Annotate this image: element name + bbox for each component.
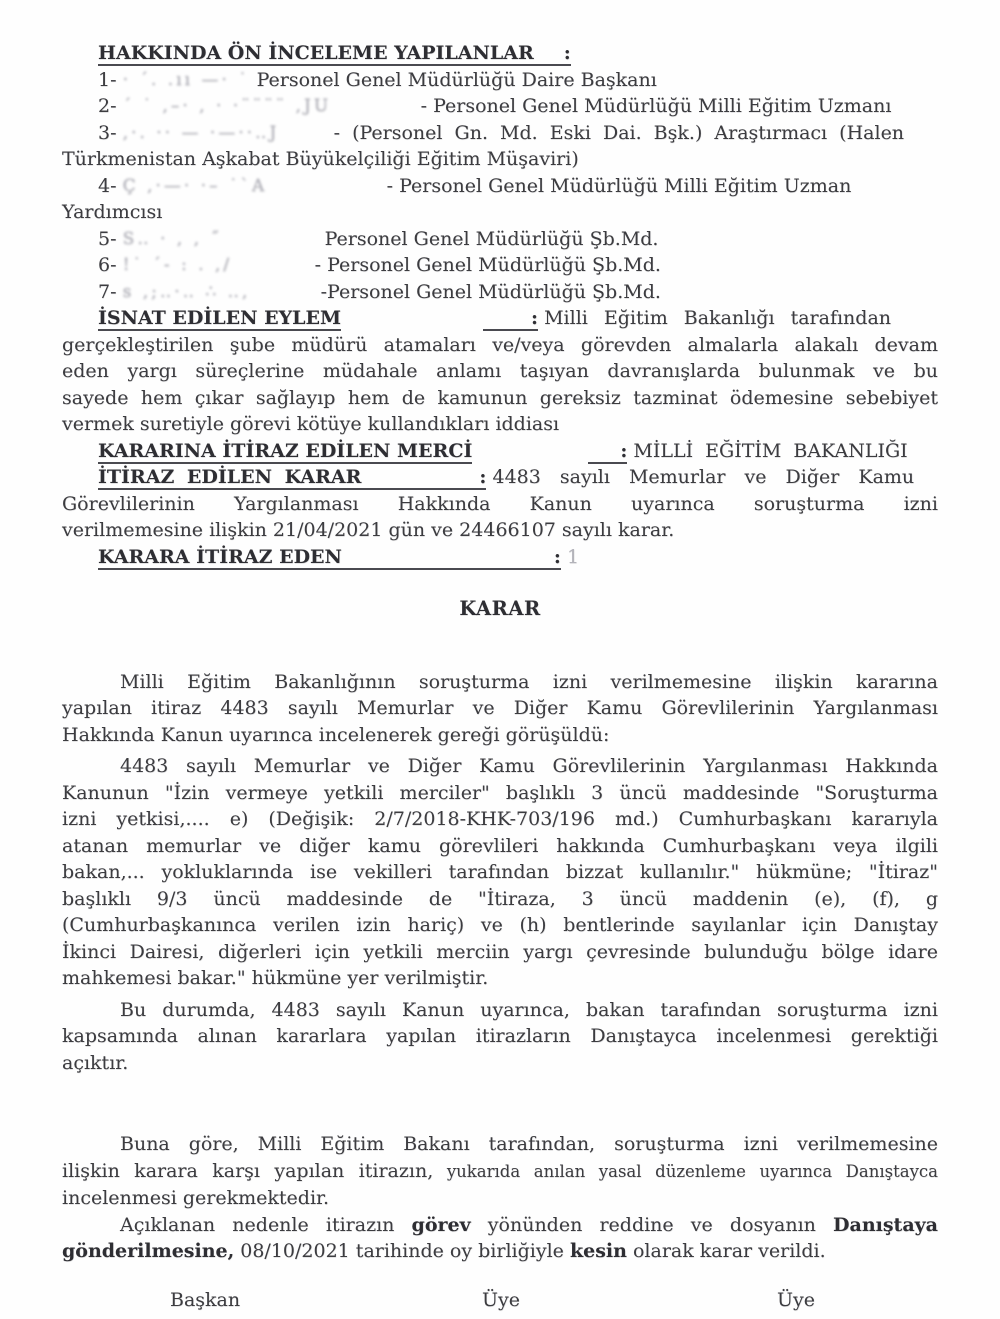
paragraph-line: Buna göre, Milli Eğitim Bakanı tarafından, soruşturma izni verilmemesine bbox=[120, 1133, 938, 1155]
paragraph-line: başlıklı 9/3 üncü maddesinde de "İtiraza, 3 üncü maddenin (e), (f), g bbox=[62, 887, 938, 910]
redacted-name: ,·. ·· — ·—··‥J bbox=[122, 122, 280, 143]
karar-paragraph-1 bbox=[62, 669, 938, 749]
vertical-gap bbox=[62, 1081, 938, 1131]
item-title: Personel Genel Müdürlüğü Şb.Md. bbox=[324, 227, 659, 250]
field-merci bbox=[98, 438, 938, 465]
paragraph-line: gerçekleştirilen şube müdürü atamaları ve/veya görevden almalarla alakalı devam bbox=[62, 333, 938, 356]
paragraph-line: Hakkında Kanun uyarınca incelenerek gereği görüşüldü: bbox=[62, 723, 610, 746]
paragraph-line: sayede hem çıkar sağlayıp hem de kamunun gereksiz tazminat ödemesine sebebiyet bbox=[62, 386, 938, 409]
redacted-name: · ´. .ıı —· ˙ bbox=[122, 69, 250, 90]
karar-heading: KARAR bbox=[459, 597, 541, 620]
field-hakkinda-label: HAKKINDA ÖN İNCELEME YAPILANLAR bbox=[98, 42, 534, 64]
field-isnat-fill-colon bbox=[483, 307, 538, 331]
paragraph-line: bakan,... yokluklarında ise vekilleri tarafından bizzat kullanılır." hükmüne; "İtiraz" bbox=[62, 861, 938, 883]
paragraph-line: kapsamında alınan kararlara yapılan itirazların Danıştayca incelenmesi gerektiği bbox=[62, 1025, 938, 1047]
list-item bbox=[98, 173, 938, 200]
paragraph-line: incelenmesi gerekmektedir. bbox=[62, 1187, 330, 1209]
paragraph-line: yapılan itiraz 4483 sayılı Memurlar ve Diğer Kamu Görevlilerinin Yargılanması bbox=[62, 697, 938, 719]
paragraph-line: Milli Eğitim Bakanlığının soruşturma izni verilmemesine ilişkin kararına bbox=[120, 670, 938, 693]
list-item bbox=[98, 226, 938, 253]
field-karara-colon: : bbox=[553, 545, 561, 568]
field-isnat-value: Milli Eğitim Bakanlığı tarafından bbox=[544, 307, 892, 329]
paragraph-line: mahkemesi bakar." hükmüne yer verilmiştir. bbox=[62, 967, 489, 989]
field-karara-label: KARARA İTİRAZ EDEN bbox=[98, 545, 342, 568]
field-itiraz-karar-label-underlined bbox=[98, 466, 486, 490]
paragraph-line bbox=[62, 1158, 938, 1186]
signature-uye-2: Üye bbox=[777, 1288, 815, 1311]
p5-segment: Açıklanan nedenle itirazın bbox=[120, 1213, 412, 1236]
p5-bold-segment: gönderilmesine, bbox=[62, 1240, 235, 1262]
underline-fill bbox=[483, 322, 531, 324]
item-number: 1- bbox=[98, 68, 117, 91]
p4-small-segment: yukarıda anılan yasal düzenleme uyarınca Danıştayca bbox=[433, 1161, 938, 1181]
paragraph-line: 4483 sayılı Memurlar ve Diğer Kamu Görevlilerinin Yargılanması Hakkında bbox=[120, 755, 938, 777]
field-hakkinda-colon: : bbox=[563, 42, 571, 64]
paragraph-line: eden yargı süreçlerine müdahale anlamı taşıyan davranışlarda bulunmak ve bu bbox=[62, 360, 938, 382]
field-hakkinda bbox=[98, 40, 938, 67]
paragraph-line: açıktır. bbox=[62, 1051, 129, 1074]
paragraph-line: İkinci Dairesi, diğerleri için yetkili merciin yargı çevresinde bulunduğu bölge idare bbox=[62, 940, 938, 963]
item-number: 7- bbox=[98, 280, 117, 303]
underline-fill bbox=[588, 455, 620, 457]
field-itiraz-karar-colon: : bbox=[479, 466, 487, 488]
p5-bold-segment: görev bbox=[411, 1213, 471, 1236]
redacted-name: S‥ · , , ˝ bbox=[122, 228, 222, 249]
item-number: 2- bbox=[98, 95, 117, 117]
paragraph-line: Kanunun "İzin vermeye yetkili merciler" başlıklı 3 üncü maddesinde "Soruşturma bbox=[62, 781, 938, 804]
redacted-name: ´ ˙ ,–· , · ·¨¨¨¨ ,JU bbox=[122, 96, 332, 116]
field-itiraz-karar bbox=[98, 464, 938, 491]
signature-baskan: Başkan bbox=[170, 1288, 241, 1311]
field-isnat-colon: : bbox=[531, 307, 539, 329]
redacted-trace: 1 bbox=[566, 545, 580, 568]
list-item bbox=[98, 279, 938, 306]
p5-bold-segment: Danıştaya bbox=[833, 1213, 938, 1236]
p5-segment: yönünden reddine ve dosyanın bbox=[470, 1213, 834, 1236]
list-item-continuation: Yardımcısı bbox=[62, 201, 163, 223]
underline-gap bbox=[361, 481, 479, 483]
karar-paragraph-5 bbox=[62, 1212, 938, 1265]
field-itiraz-karar-value: 4483 sayılı Memurlar ve Diğer Kamu bbox=[492, 466, 915, 488]
plain-gap bbox=[472, 455, 588, 457]
paragraph-line bbox=[62, 1212, 938, 1239]
karar-paragraph-4 bbox=[62, 1131, 938, 1212]
p4-normal-segment: ilişkin karara karşı yapılan itirazın, bbox=[62, 1159, 434, 1182]
item-title: - (Personel Gn. Md. Eski Dai. Bşk.) Araştırmacı (Halen bbox=[333, 121, 905, 144]
field-merci-label: KARARINA İTİRAZ EDİLEN MERCİ bbox=[98, 439, 473, 462]
field-isnat-label: İSNAT EDİLEN EYLEM bbox=[98, 307, 342, 329]
paragraph-line: izni yetkisi,.... e) (Değişik: 2/7/2018-KHK-703/196 md.) Cumhurbaşkanı kararıyla bbox=[62, 808, 938, 830]
paragraph-line: vermek suretiyle görevi kötüye kullandıkları iddiası bbox=[62, 413, 560, 435]
field-itiraz-karar-label: İTİRAZ EDİLEN KARAR bbox=[98, 466, 362, 488]
p5-segment: 08/10/2021 tarihinde oy birliğiyle bbox=[234, 1240, 570, 1262]
item-number: 4- bbox=[98, 174, 117, 197]
field-merci-value: MİLLİ EĞİTİM BAKANLIĞI bbox=[633, 439, 908, 462]
p5-segment: olarak karar verildi. bbox=[626, 1240, 826, 1262]
item-number: 5- bbox=[98, 227, 117, 250]
signature-row bbox=[62, 1289, 938, 1319]
paragraph-line: Görevlilerinin Yargılanması Hakkında Kanun uyarınca soruşturma izni bbox=[62, 492, 938, 515]
redacted-name: !˙ ´- : . ,/ bbox=[122, 255, 233, 275]
plain-gap bbox=[341, 322, 483, 324]
item-number: 3- bbox=[98, 121, 117, 144]
underline-gap bbox=[342, 561, 554, 563]
paragraph-line: verilmemesine ilişkin 21/04/2021 gün ve 24466107 sayılı karar. bbox=[62, 519, 675, 541]
field-isnat bbox=[98, 305, 938, 332]
paragraph-line: Bu durumda, 4483 sayılı Kanun uyarınca, bakan tarafından soruşturma izni bbox=[120, 998, 938, 1021]
karar-paragraph-3 bbox=[62, 997, 938, 1077]
field-karara-itiraz-eden bbox=[98, 544, 938, 571]
list-item-continuation: Türkmenistan Aşkabat Büyükelçiliği Eğitim Müşaviri) bbox=[62, 148, 579, 170]
field-hakkinda-label-underlined bbox=[98, 42, 571, 66]
item-title: - Personel Genel Müdürlüğü Milli Eğitim Uzman bbox=[386, 174, 852, 197]
item-title: Personel Genel Müdürlüğü Daire Başkanı bbox=[256, 68, 657, 91]
karar-paragraph-2 bbox=[62, 753, 938, 992]
item-title: - Personel Genel Müdürlüğü Milli Eğitim Uzmanı bbox=[420, 95, 892, 117]
field-karara-label-underlined bbox=[98, 546, 561, 570]
item-number: 6- bbox=[98, 254, 117, 276]
list-item bbox=[98, 252, 938, 279]
field-merci-fill-colon bbox=[588, 440, 627, 464]
paragraph-line: atanan memurlar ve diğer kamu görevlileri hakkında Cumhurbaşkanı veya ilgili bbox=[62, 834, 938, 857]
field-merci-colon: : bbox=[620, 439, 628, 462]
redacted-name: s ,;‥·‥ ∴ ‥, bbox=[122, 281, 251, 302]
paragraph-line bbox=[62, 1238, 938, 1265]
signature-uye-1: Üye bbox=[482, 1288, 520, 1311]
item-title: -Personel Genel Müdürlüğü Şb.Md. bbox=[320, 280, 661, 303]
item-title: - Personel Genel Müdürlüğü Şb.Md. bbox=[314, 254, 661, 276]
list-item bbox=[98, 67, 938, 94]
list-item bbox=[98, 93, 938, 120]
redacted-name: Ç ,·—· ·– ˙`A bbox=[122, 175, 268, 196]
list-item bbox=[98, 120, 938, 147]
p5-bold-segment: kesin bbox=[569, 1240, 627, 1262]
paragraph-line: (Cumhurbaşkanınca verilen izin hariç) ve (h) bentlerinde sayılanlar için Danıştay bbox=[62, 914, 938, 936]
underline-gap bbox=[534, 57, 564, 59]
itiraz-karar-paragraph bbox=[62, 491, 938, 544]
isnat-paragraph bbox=[62, 332, 938, 438]
